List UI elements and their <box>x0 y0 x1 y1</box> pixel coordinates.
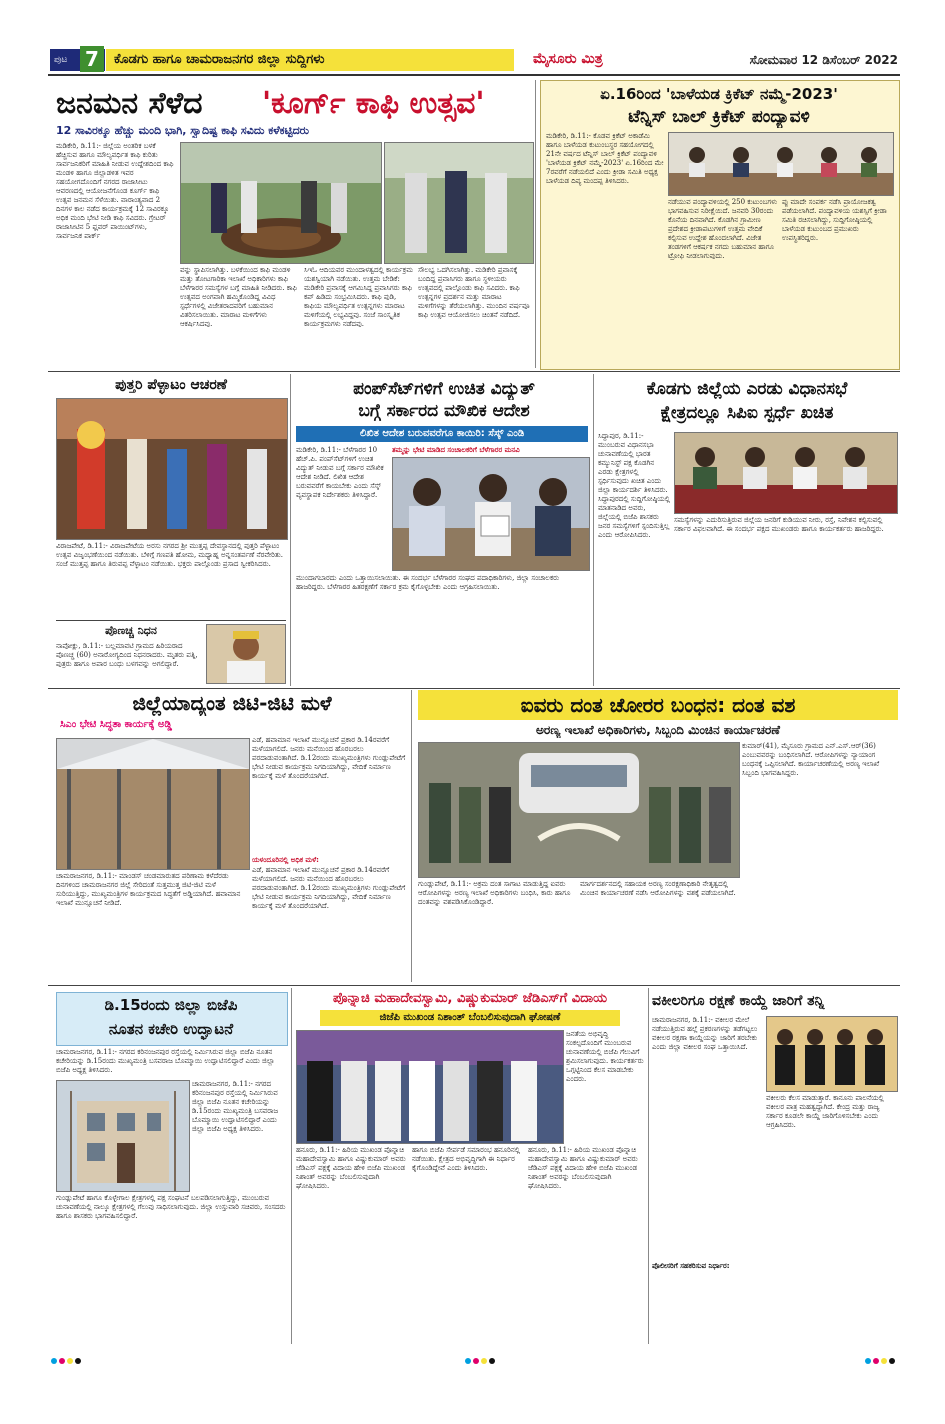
coffee-guests-graphic <box>385 143 533 263</box>
bjp-body: ಚಾಮರಾಜನಗರ, ಡಿ.11:- ನಗರದ ಕರಿನಂಜನಪುರ ರಸ್ತೆಯಲ್ಲಿ ನಿರ್ಮಿಸಿರುವ ಜಿಲ್ಲಾ ಬಿಜೆಪಿ ನೂತನ ಕಚೇರಿಯನ್ನು ಡಿ.15ರಂದು ಮುಖ್ಯಮಂತ್ರಿ ಬಸವರಾಜ ಬೊಮ್ಮಾಯಿ ಉದ್ಘಾಟಿಸಲಿದ್ದಾರೆ ಎಂದು ಜಿಲ್ಲಾ ಬಿಜೆಪಿ ಅಧ್ಯಕ್ಷ ತಿಳಿಸಿದರು. <box>56 1048 275 1074</box>
cpi-photo <box>674 432 898 514</box>
coffee-guests-photo <box>384 142 534 264</box>
pumpset-photo-graphic <box>393 458 589 570</box>
obituary-rule <box>56 620 286 621</box>
pumpset-photo <box>392 457 590 571</box>
vertical-divider <box>535 80 536 368</box>
coffee-festival-photo <box>180 142 382 264</box>
paper-name: ಮೈಸೂರು ಮಿತ್ರ <box>533 51 603 67</box>
tusk-heading: ಐವರು ದಂತ ಚೋರರ ಬಂಧನ: ದಂತ ವಶ <box>418 690 898 720</box>
pumpset-body-col2: ಮುಂದಾಗಬಾರದು ಎಂದು ಒತ್ತಾಯಿಸಲಾಯಿತು. ಈ ಸಂದರ್ಭ ಬೆಳೆಗಾರರ ಸಂಘದ ಪದಾಧಿಕಾರಿಗಳು, ಜಿಲ್ಲಾ ಸಂಚಾಲಕರು ಹಾಜರಿದ್ದರು. ಬೆಳೆಗಾರರ ಹಿತರಕ್ಷಣೆಗೆ ಸರ್ಕಾರ ಕ್ರಮ ಕೈಗೊಳ್ಳಬೇಕು ಎಂದು ಆಗ್ರಹಿಸಲಾಯಿತು. <box>296 574 560 591</box>
page-number: 7 <box>80 46 104 72</box>
jds-body-col1: ಹನೂರು, ಡಿ.11:- ಹಿರಿಯ ಮುಖಂಡ ಪೊನ್ನಾಚಿ ಮಹಾದೇವಸ್ವಾಮಿ ಹಾಗೂ ವಿಷ್ಣುಕುಮಾರ್ ಅವರು ಜೆಡಿಎಸ್ ಪಕ್ಷಕ್ಕೆ ವಿದಾಯ ಹೇಳಿ ಬಿಜೆಪಿ ಮುಖಂಡ ನಿಶಾಂತ್ ಅವರನ್ನು ಬೆಂಬಲಿಸುವುದಾಗಿ ಘೋಷಿಸಿದರು. <box>296 1146 406 1190</box>
coffee-body-col1: ಮಡಿಕೇರಿ, ಡಿ.11:- ಜಿಲ್ಲೆಯ ಅಂತರಿಕ ಬಳಕೆ ಹೆಚ್ಚಿಸುವ ಹಾಗೂ ಮೌಲ್ಯವರ್ಧಿತ ಕಾಫಿ ಕುರಿತು ಸಾರ್ವಜನಿಕರಿಗೆ ಮಾಹಿತಿ ನೀಡುವ ಉದ್ದೇಶದಿಂದ ಕಾಫಿ ಮಂಡಳಿ ಹಾಗೂ ಜಿಲ್ಲಾಡಳಿತ ಇವರ ಸಹಯೋಗದೊಂದಿಗೆ ನಗರದ ರಾಜಾಸೀಟು ಆವರಣದಲ್ಲಿ ಆಯೋಜನೆಗೊಂಡ ಕೂರ್ಗ್ ಕಾಫಿ ಉತ್ಸವ ಜನಮನ ಸೆಳೆಯಿತು. ವಾರಾಂತ್ಯವಾದ 2 ದಿನಗಳ ಕಾಲ ನಡೆದ ಕಾರ್ಯಕ್ರಮಕ್ಕೆ 12 ಸಾವಿರಕ್ಕೂ ಅಧಿಕ ಮಂದಿ ಭೇಟಿ ನೀಡಿ ಕಾಫಿ ಸವಿದರು. ಗ್ರೇಟರ್ ರಾಜಾಸೀಟಿನ 5 ಫ್ಲವರ್ ಪಾಯಿಂಟ್‌ಗಳು, ಸಾರ್ವಜನಿಕ ಪಾರ್ಕ್‌ <box>56 142 174 240</box>
rain-inline-head: ಯಳಂದೂರಿನಲ್ಲಿ ಅಧಿಕ ಮಳೆ: <box>252 856 319 864</box>
pumpset-headline-2: ಬಗ್ಗೆ ಸರ್ಕಾರದ ಮೌಖಿಕ ಆದೇಶ <box>358 401 530 421</box>
tusk-body-col2: ಮಾರ್ಗದರ್ಶನದಲ್ಲಿ ಸಹಾಯಕ ಅರಣ್ಯ ಸಂರಕ್ಷಣಾಧಿಕಾರಿ ನೇತೃತ್ವದಲ್ಲಿ ಮಿಂಚಿನ ಕಾರ್ಯಾಚರಣೆ ನಡೆಸಿ ಆರೋಪಿಗಳನ್ನು ವಶಕ್ಕೆ ಪಡೆಯಲಾಗಿದೆ. <box>580 880 736 897</box>
lawyers-heading: ವಕೀಲರಿಗೂ ರಕ್ಷಣೆ ಕಾಯ್ದೆ ಜಾರಿಗೆ ತನ್ನಿ <box>652 993 825 1009</box>
bjp-heading-1: ಡಿ.15ರಂದು ಜಿಲ್ಲಾ ಬಿಜೆಪಿ <box>104 996 238 1014</box>
rain-body-col3: ಎಡೆ, ಹವಾಮಾನ ಇಲಾಖೆ ಮುನ್ಸೂಚನೆ ಪ್ರಕಾರ ಡಿ.14ರವರೆಗೆ ಮಳೆಯಾಗಲಿದೆ. ಜನರು ಮನೆಯಿಂದ ಹೊರಬರಲು ಪರದಾಡುವಂತಾಗಿದೆ. ಡಿ.12ರಂದು ಮುಖ್ಯಮಂತ್ರಿಗಳು ಗುಂಡ್ಲುಪೇಟೆಗೆ ಭೇಟಿ ನೀಡುವ ಕಾರ್ಯಕ್ರಮ ನಿಗದಿಯಾಗಿದ್ದು, ವೇದಿಕೆ ನಿರ್ಮಾಣ ಕಾರ್ಯಕ್ಕೆ ಮಳೆ ತೊಂದರೆಯಾಗಿದೆ. <box>252 866 406 910</box>
section-divider-3 <box>48 985 900 986</box>
coffee-body-col4: ಸೌಲಭ್ಯ ಒದಗಿಸಲಾಗಿತ್ತು. ಮಡಿಕೇರಿ ಪ್ರವಾಸಕ್ಕೆ ಬಂದಿದ್ದ ಪ್ರವಾಸಿಗರು ಹಾಗೂ ಸ್ಥಳೀಯರು ಉತ್ಸವದಲ್ಲಿ ಪಾಲ್ಗೊಂಡು ಕಾಫಿ ಸವಿದರು. ಕಾಫಿ ಉತ್ಪನ್ನಗಳ ಪ್ರದರ್ಶನ ಮತ್ತು ಮಾರಾಟ ಮಳಿಗೆಗಳನ್ನು ತೆರೆಯಲಾಗಿತ್ತು. ಮುಂದಿನ ವರ್ಷವೂ ಕಾಫಿ ಉತ್ಸವ ಆಯೋಜಿಸಲು ಚಿಂತನೆ ನಡೆದಿದೆ. <box>418 266 530 319</box>
cricket-body-col2: ನಡೆಯುವ ಪಂದ್ಯಾವಳಿಯಲ್ಲಿ 250 ಕುಟುಂಬಗಳು ಭಾಗವಹಿಸುವ ನಿರೀಕ್ಷೆಯಿದೆ. ಜನವರಿ 30ರಂದು ಕೊನೆಯ ದಿನವಾಗಿದೆ. ಕೊಡಗಿನ ಗ್ರಾಮೀಣ ಪ್ರದೇಶದ ಕ್ರೀಡಾಪಟುಗಳಿಗೆ ಉತ್ತಮ ವೇದಿಕೆ ಕಲ್ಪಿಸುವ ಉದ್ದೇಶ ಹೊಂದಲಾಗಿದೆ. ವಿಜೇತ ತಂಡಗಳಿಗೆ ಆಕರ್ಷಕ ನಗದು ಬಹುಮಾನ ಹಾಗೂ ಟ್ರೋಫಿ ನೀಡಲಾಗುವುದು. <box>668 198 778 260</box>
page-label: ಪುಟ <box>54 55 68 65</box>
lawyers-photo <box>766 1016 898 1092</box>
jds-photo <box>296 1030 564 1144</box>
puttari-heading: ಪುತ್ತರಿ ಪೆಳ್ಳಾಟಂ ಆಚರಣೆ <box>115 377 227 393</box>
coffee-subhead: 12 ಸಾವಿರಕ್ಕೂ ಹೆಚ್ಚು ಮಂದಿ ಭಾಗಿ, ಸ್ವಾದಿಷ್ಟ ಕಾಫಿ ಸವಿದು ಕಳೆಕಟ್ಟಿದರು <box>56 124 309 137</box>
coffee-headline-red: 'ಕೂರ್ಗ್ ಕಾಫಿ ಉತ್ಸವ' <box>262 86 485 121</box>
cpi-photo-graphic <box>675 433 897 513</box>
bjp-building-graphic <box>57 1081 189 1191</box>
jds-photo-graphic <box>297 1031 563 1143</box>
jds-heading: ಪೊನ್ನಾಚಿ ಮಹಾದೇವಸ್ವಾಮಿ, ವಿಷ್ಣುಕುಮಾರ್ ಜೆಡಿಎಸ್‌ಗೆ ವಿದಾಯ <box>332 991 608 1006</box>
lawyers-inline-head: ಪೊಲೀಸರಿಗೆ ಸಹಕರಿಸುವ ನಿರ್ಧಾರ: <box>652 1262 730 1270</box>
section-divider-1 <box>48 371 900 372</box>
cricket-photo-graphic <box>669 133 893 195</box>
obituary-body: ನಾಪೋಕ್ಲು, ಡಿ.11:- ಬಲ್ಲಮಾವಟಿ ಗ್ರಾಮದ ಹಿರಿಯರಾದ ಪೊಣಚ್ಚ (60) ಅನಾರೋಗ್ಯದಿಂದ ನಿಧನರಾದರು. ಮೃತರು ಪತ್ನಿ, ಪುತ್ರರು ಹಾಗೂ ಅಪಾರ ಬಂಧು ಬಳಗವನ್ನು ಅಗಲಿದ್ದಾರೆ. <box>56 642 198 668</box>
cricket-headline-1: ಏ.16ರಿಂದ 'ಬಾಳೆಯಡ ಕ್ರಿಕೆಟ್ ನಮ್ಮೆ-2023' <box>600 85 838 103</box>
tusk-subhead: ಅರಣ್ಯ ಇಲಾಖೆ ಅಧಿಕಾರಿಗಳು, ಸಿಬ್ಬಂದಿ ಮಿಂಚಿನ ಕಾರ್ಯಾಚರಣೆ <box>535 723 781 737</box>
section-title: ಕೊಡಗು ಹಾಗೂ ಚಾಮರಾಜನಗರ ಜಿಲ್ಲಾ ಸುದ್ದಿಗಳು <box>114 52 325 67</box>
vertical-divider-3 <box>593 374 594 686</box>
vertical-divider-6 <box>648 988 649 1344</box>
header-rule <box>48 74 900 76</box>
coffee-photo-graphic <box>181 143 381 263</box>
jds-body-col3: ಜನತೆಯ ಅಭಿವೃದ್ಧಿ ಸಂಕಲ್ಪದೊಂದಿಗೆ ಮುಂಬರುವ ಚುನಾವಣೆಯಲ್ಲಿ ಬಿಜೆಪಿ ಗೆಲುವಿಗೆ ಶ್ರಮಿಸಲಾಗುವುದು. ಕಾರ್ಯಕರ್ತರು ಒಗ್ಗಟ್ಟಿನಿಂದ ಕೆಲಸ ಮಾಡಬೇಕು ಎಂದರು. <box>566 1030 644 1083</box>
lawyers-body-col2: ವಕೀಲರು ಕೆಲಸ ಮಾಡುತ್ತಾರೆ. ಕಾನೂನು ಪಾಲನೆಯಲ್ಲಿ ವಕೀಲರ ಪಾತ್ರ ಮಹತ್ವದ್ದಾಗಿದೆ. ಕೇಂದ್ರ ಮತ್ತು ರಾಜ್ಯ ಸರ್ಕಾರ ಕೂಡಲೇ ಕಾಯ್ದೆ ಜಾರಿಗೊಳಿಸಬೇಕು ಎಂದು ಆಗ್ರಹಿಸಿದರು. <box>766 1094 884 1129</box>
bjp-heading-2: ನೂತನ ಕಚೇರಿ ಉದ್ಘಾಟನೆ <box>108 1020 234 1038</box>
rain-subhead: ಸಿಎಂ ಭೇಟಿ ಸಿದ್ಧತಾ ಕಾರ್ಯಕ್ಕೆ ಅಡ್ಡಿ <box>60 719 172 730</box>
registration-dots <box>48 1357 900 1365</box>
rain-photo-graphic <box>57 739 249 869</box>
pumpset-photo-caption: ತಮ್ಮನ್ನು ಭೇಟಿ ಮಾಡಿದ ಸಂಚಾಲಕರಿಗೆ ಬೆಳೆಗಾರರ ಮನವಿ <box>392 446 520 454</box>
pumpset-subhead: ಲಿಖಿತ ಆದೇಶ ಬರುವವರೆಗೂ ಕಾಯಿರಿ: ಸೆಸ್ಕ್ ಎಂಡಿ <box>296 426 588 442</box>
jds-subhead: ಜಿಜೆಪಿ ಮುಖಂಡ ನಿಶಾಂತ್ ಬೆಂಬಲಿಸುವುದಾಗಿ ಘೋಷಣೆ <box>320 1010 620 1026</box>
tusk-body-col3: ಕುಮಾರ್(41), ಮೈಸೂರು ಗ್ರಾಮದ ಎನ್.ಎಸ್.ಆರ್(36) ಎಂಬುವವರನ್ನು ಬಂಧಿಸಲಾಗಿದೆ. ಆರೋಪಿಗಳನ್ನು ನ್ಯಾಯಾಂಗ ಬಂಧನಕ್ಕೆ ಒಪ್ಪಿಸಲಾಗಿದೆ. ಕಾರ್ಯಾಚರಣೆಯಲ್ಲಿ ಅರಣ್ಯ ಇಲಾಖೆ ಸಿಬ್ಬಂದಿ ಭಾಗವಹಿಸಿದ್ದರು. <box>742 742 880 777</box>
lawyers-photo-graphic <box>767 1017 897 1091</box>
cpi-body-col2: ಸಮಸ್ಯೆಗಳನ್ನು ಎದುರಿಸುತ್ತಿರುವ ಜಿಲ್ಲೆಯ ಜನರಿಗೆ ಕುಡಿಯುವ ನೀರು, ರಸ್ತೆ, ನಿವೇಶನ ಕಲ್ಪಿಸುವಲ್ಲಿ ಸರ್ಕಾರ ವಿಫಲವಾಗಿದೆ. ಈ ಸಂದರ್ಭ ಪಕ್ಷದ ಮುಖಂಡರು ಹಾಗೂ ಕಾರ್ಯಕರ್ತರು ಹಾಜರಿದ್ದರು. <box>674 516 884 533</box>
cricket-press-photo <box>668 132 894 196</box>
coffee-headline-black: ಜನಮನ ಸೆಳೆದ <box>56 86 203 121</box>
obituary-photo <box>206 624 286 684</box>
bjp-body-2: ಗುಂಡ್ಲುಪೇಟೆ ಹಾಗೂ ಕೊಳ್ಳೇಗಾಲ ಕ್ಷೇತ್ರಗಳಲ್ಲಿ ಪಕ್ಷ ಸಂಘಟನೆ ಬಲಪಡಿಸಲಾಗುತ್ತಿದ್ದು, ಮುಂಬರುವ ಚುನಾವಣೆಯಲ್ಲಿ ನಾಲ್ಕೂ ಕ್ಷೇತ್ರಗಳಲ್ಲಿ ಗೆಲುವು ಸಾಧಿಸಲಾಗುವುದು. ಜಿಲ್ಲಾ ಉಸ್ತುವಾರಿ ಸಚಿವರು, ಸಂಸದರು ಹಾಗೂ ಶಾಸಕರು ಭಾಗವಹಿಸಲಿದ್ದಾರೆ. <box>56 1194 286 1220</box>
puttari-body: ವಿರಾಜಪೇಟೆ, ಡಿ.11:- ವಿರಾಜಪೇಟೆಯ ಅರಸು ನಗರದ ಶ್ರೀ ಮುತ್ತಪ್ಪ ದೇವಸ್ಥಾನದಲ್ಲಿ ಪುತ್ತರಿ ಪೆಳ್ಳಾಟಂ ಉತ್ಸವ ವಿಜೃಂಭಣೆಯಿಂದ ನಡೆಯಿತು. ಬೆಳಿಗ್ಗೆ ಗಣಪತಿ ಹೋಮ, ಮಧ್ಯಾಹ್ನ ಅನ್ನಸಂತರ್ಪಣೆ ನೆರವೇರಿತು. ಸಂಜೆ ಮುತ್ತಪ್ಪ ಹಾಗೂ ತಿರುವಪ್ಪ ವೆಳ್ಳಾಟಂ ನಡೆಯಿತು. ಭಕ್ತರು ಪಾಲ್ಗೊಂಡು ಪ್ರಸಾದ ಸ್ವೀಕರಿಸಿದರು. <box>56 542 283 568</box>
rain-body-col2: ಎಡೆ, ಹವಾಮಾನ ಇಲಾಖೆ ಮುನ್ಸೂಚನೆ ಪ್ರಕಾರ ಡಿ.14ರವರೆಗೆ ಮಳೆಯಾಗಲಿದೆ. ಜನರು ಮನೆಯಿಂದ ಹೊರಬರಲು ಪರದಾಡುವಂತಾಗಿದೆ. ಡಿ.12ರಂದು ಮುಖ್ಯಮಂತ್ರಿಗಳು ಗುಂಡ್ಲುಪೇಟೆಗೆ ಭೇಟಿ ನೀಡುವ ಕಾರ್ಯಕ್ರಮ ನಿಗದಿಯಾಗಿದ್ದು, ವೇದಿಕೆ ನಿರ್ಮಾಣ ಕಾರ್ಯಕ್ಕೆ ಮಳೆ ತೊಂದರೆಯಾಗಿದೆ. <box>252 736 406 780</box>
cpi-headline-1: ಕೊಡಗು ಜಿಲ್ಲೆಯ ಎರಡು ವಿಧಾನಸಭೆ <box>646 379 848 399</box>
bjp-body-side: ಚಾಮರಾಜನಗರ, ಡಿ.11:- ನಗರದ ಕರಿನಂಜನಪುರ ರಸ್ತೆಯಲ್ಲಿ ನಿರ್ಮಿಸಿರುವ ಜಿಲ್ಲಾ ಬಿಜೆಪಿ ನೂತನ ಕಚೇರಿಯನ್ನು ಡಿ.15ರಂದು ಮುಖ್ಯಮಂತ್ರಿ ಬಸವರಾಜ ಬೊಮ್ಮಾಯಿ ಉದ್ಘಾಟಿಸಲಿದ್ದಾರೆ ಎಂದು ಜಿಲ್ಲಾ ಬಿಜೆಪಿ ಅಧ್ಯಕ್ಷ ತಿಳಿಸಿದರು. <box>192 1080 279 1133</box>
puttari-photo <box>56 398 288 540</box>
vertical-divider-5 <box>291 988 292 1344</box>
pumpset-body-col1: ಮಡಿಕೇರಿ, ಡಿ.11:- ಬೆಳೆಗಾರರ 10 ಹೆಚ್.ಪಿ. ಪಂಪ್‌ಸೆಟ್‌ಗಳಿಗೆ ಉಚಿತ ವಿದ್ಯುತ್ ನೀಡುವ ಬಗ್ಗೆ ಸರ್ಕಾರ ಮೌಖಿಕ ಆದೇಶ ನೀಡಿದೆ. ಲಿಖಿತ ಆದೇಶ ಬರುವವರೆಗೆ ಕಾಯಬೇಕು ಎಂದು ಸೆಸ್ಕ್ ವ್ಯವಸ್ಥಾಪಕ ನಿರ್ದೇಶಕರು ತಿಳಿಸಿದ್ದಾರೆ. <box>296 446 384 499</box>
jds-body-col2: ಹಾಗೂ ಬಿಜೆಪಿ ಸೇರ್ಪಡೆ ಸಮಾರಂಭ ಹನೂರಿನಲ್ಲಿ ನಡೆಯಿತು. ಕ್ಷೇತ್ರದ ಅಭಿವೃದ್ಧಿಗಾಗಿ ಈ ನಿರ್ಧಾರ ಕೈಗೊಂಡಿದ್ದೇವೆ ಎಂದು ತಿಳಿಸಿದರು. <box>412 1146 521 1172</box>
tusk-photo-graphic <box>419 743 739 877</box>
obituary-portrait <box>207 625 285 683</box>
puttari-photo-graphic <box>57 399 287 539</box>
rain-photo <box>56 738 250 870</box>
cpi-body-col1: ಸಿದ್ದಾಪುರ, ಡಿ.11:- ಮುಂಬರುವ ವಿಧಾನಸಭಾ ಚುನಾವಣೆಯಲ್ಲಿ ಭಾರತ ಕಮ್ಯುನಿಸ್ಟ್ ಪಕ್ಷ ಕೊಡಗಿನ ಎರಡು ಕ್ಷೇತ್ರಗಳಲ್ಲಿ ಸ್ಪರ್ಧಿಸುವುದು ಖಚಿತ ಎಂದು ಜಿಲ್ಲಾ ಕಾರ್ಯದರ್ಶಿ ತಿಳಿಸಿದರು. ಸಿದ್ದಾಪುರದಲ್ಲಿ ಸುದ್ದಿಗೋಷ್ಠಿಯಲ್ಲಿ ಮಾತನಾಡಿದ ಅವರು, ಜಿಲ್ಲೆಯಲ್ಲಿ ಬಿಜೆಪಿ ಶಾಸಕರು ಜನರ ಸಮಸ್ಯೆಗಳಿಗೆ ಸ್ಪಂದಿಸುತ್ತಿಲ್ಲ ಎಂದು ಆರೋಪಿಸಿದರು. <box>598 432 670 539</box>
jds-body-col4: ಹನೂರು, ಡಿ.11:- ಹಿರಿಯ ಮುಖಂಡ ಪೊನ್ನಾಚಿ ಮಹಾದೇವಸ್ವಾಮಿ ಹಾಗೂ ವಿಷ್ಣುಕುಮಾರ್ ಅವರು ಜೆಡಿಎಸ್ ಪಕ್ಷಕ್ಕೆ ವಿದಾಯ ಹೇಳಿ ಬಿಜೆಪಿ ಮುಖಂಡ ನಿಶಾಂತ್ ಅವರನ್ನು ಬೆಂಬಲಿಸುವುದಾಗಿ ಘೋಷಿಸಿದರು. <box>528 1146 638 1190</box>
cricket-body-col1: ಮಡಿಕೇರಿ, ಡಿ.11:- ಕೊಡವ ಕ್ರಿಕೆಟ್ ಅಕಾಡೆಮಿ ಹಾಗೂ ಬಾಳೆಯಡ ಕುಟುಂಬಸ್ಥರ ಸಹಯೋಗದಲ್ಲಿ 21ನೇ ವರ್ಷದ ಟೆನ್ನಿಸ್ ಬಾಲ್ ಕ್ರಿಕೆಟ್ ಪಂದ್ಯಾವಳಿ 'ಬಾಳೆಯಡ ಕ್ರಿಕೆಟ್ ನಮ್ಮೆ-2023' ಏ.16ರಿಂದ ಮೇ 7ರವರೆಗೆ ನಡೆಯಲಿದೆ ಎಂದು ಕ್ರೀಡಾ ಸಮಿತಿ ಅಧ್ಯಕ್ಷ ಬಾಳೆಯಡ ದಿವ್ಯ ಮಂದಪ್ಪ ತಿಳಿಸಿದರು. <box>546 132 664 185</box>
issue-date: ಸೋಮವಾರ 12 ಡಿಸೆಂಬರ್ 2022 <box>749 53 898 67</box>
vertical-divider-4 <box>411 690 412 982</box>
pumpset-headline-1: ಪಂಪ್‌ಸೆಟ್‌ಗಳಿಗೆ ಉಚಿತ ವಿದ್ಯುತ್ <box>353 379 535 399</box>
cpi-headline-2: ಕ್ಷೇತ್ರದಲ್ಲೂ ಸಿಪಿಐ ಸ್ಪರ್ಧೆ ಖಚಿತ <box>660 403 834 423</box>
cricket-body-col3: ಪ್ಪು ಮಾದೇ ಸಂಪರ್ಕ ನಡೆಸಿ ಪ್ರಾಯೋಜಕತ್ವ ಪಡೆಯಲಾಗಿದೆ. ಪಂದ್ಯಾವಳಿಯ ಯಶಸ್ಸಿಗೆ ಕ್ರೀಡಾ ಸಮಿತಿ ರಚಿಸಲಾಗಿದ್ದು, ಸುದ್ದಿಗೋಷ್ಠಿಯಲ್ಲಿ ಬಾಳೆಯಡ ಕುಟುಂಬದ ಪ್ರಮುಖರು ಉಪಸ್ಥಿತರಿದ್ದರು. <box>782 198 887 242</box>
vertical-divider-2 <box>290 374 291 686</box>
bjp-building-photo <box>56 1080 190 1192</box>
rain-body-col1: ಚಾಮರಾಜನಗರ, ಡಿ.11:- ಮಾಂಡಸ್ ಚಂಡಮಾರುತದ ಪರಿಣಾಮ ಕಳೆದೆರಡು ದಿನಗಳಿಂದ ಚಾಮರಾಜನಗರ ಜಿಲ್ಲೆ ಸೇರಿದಂತೆ ಸುತ್ತಮುತ್ತ ಜಿಟಿ-ಜಿಟಿ ಮಳೆ ಸುರಿಯುತ್ತಿದ್ದು, ಮುಖ್ಯಮಂತ್ರಿಗಳ ಕಾರ್ಯಕ್ರಮದ ಸಿದ್ಧತೆಗೆ ಅಡ್ಡಿಯಾಗಿದೆ. ಹವಾಮಾನ ಇಲಾಖೆ ಮುನ್ಸೂಚನೆ ನೀಡಿದೆ. <box>56 872 241 907</box>
tusk-body-col1: ಗುಂಡ್ಲುಪೇಟೆ, ಡಿ.11:- ಅಕ್ರಮ ದಂತ ಸಾಗಾಟ ಮಾಡುತ್ತಿದ್ದ ಐವರು ಆರೋಪಿಗಳನ್ನು ಅರಣ್ಯ ಇಲಾಖೆ ಅಧಿಕಾರಿಗಳು ಬಂಧಿಸಿ, ಕಾರು ಹಾಗೂ ದಂತವನ್ನು ವಶಪಡಿಸಿಕೊಂಡಿದ್ದಾರೆ. <box>418 880 571 906</box>
cricket-headline-2: ಟೆನ್ನಿಸ್ ಬಾಲ್ ಕ್ರಿಕೆಟ್ ಪಂದ್ಯಾವಳಿ <box>628 107 810 127</box>
lawyers-body-col1: ಚಾಮರಾಜನಗರ, ಡಿ.11:- ವಕೀಲರ ಮೇಲೆ ನಡೆಯುತ್ತಿರುವ ಹಲ್ಲೆ ಪ್ರಕರಣಗಳನ್ನು ತಡೆಗಟ್ಟಲು ವಕೀಲರ ರಕ್ಷಣಾ ಕಾಯ್ದೆಯನ್ನು ಜಾರಿಗೆ ತರಬೇಕು ಎಂದು ಜಿಲ್ಲಾ ವಕೀಲರ ಸಂಘ ಒತ್ತಾಯಿಸಿದೆ. <box>652 1016 758 1051</box>
footer-color-bar <box>48 1350 900 1358</box>
coffee-body-col3: ಸಿಇಓ ಆದಿಯವರ ಮುಂದಾಳತ್ವದಲ್ಲಿ ಕಾರ್ಯಕ್ರಮ ಯಶಸ್ವಿಯಾಗಿ ನಡೆಯಿತು. ಉತ್ತಮ ಬೇಡಿಕೆ: ಮಡಿಕೇರಿ ಪ್ರವಾಸಕ್ಕೆ ಆಗಮಿಸಿದ್ದ ಪ್ರವಾಸಿಗರು ಕಾಫಿ ಕಪ್ ಹಿಡಿದು ಸಂಭ್ರಮಿಸಿದರು. ಕಾಫಿ ಪುಡಿ, ಕಾಫಿಯ ಮೌಲ್ಯವರ್ಧಿತ ಉತ್ಪನ್ನಗಳು ಮಾರಾಟ ಮಳಿಗೆಯಲ್ಲಿ ಲಭ್ಯವಿದ್ದವು. ಸಂಜೆ ಸಾಂಸ್ಕೃತಿಕ ಕಾರ್ಯಕ್ರಮಗಳು ನಡೆದವು. <box>304 266 413 328</box>
rain-heading: ಜಿಲ್ಲೆಯಾದ್ಯಂತ ಜಿಟಿ-ಜಿಟಿ ಮಳೆ <box>132 691 332 715</box>
coffee-body-col2: ವನ್ನು ಸ್ಥಾಪಿಸಲಾಗಿತ್ತು. ಬಳಕೆಯಿಂದ ಕಾಫಿ ಮಂಡಳಿ ಮತ್ತು ತೋಟಗಾರಿಕಾ ಇಲಾಖೆ ಅಧಿಕಾರಿಗಳು ಕಾಫಿ ಬೆಳೆಗಾರರ ಸಮಸ್ಯೆಗಳ ಬಗ್ಗೆ ಮಾಹಿತಿ ನೀಡಿದರು. ಕಾಫಿ ಉತ್ಸವದ ಅಂಗವಾಗಿ ಹಮ್ಮಿಕೊಂಡಿದ್ದ ವಿವಿಧ ಸ್ಪರ್ಧೆಗಳಲ್ಲಿ ವಿಜೇತರಾದವರಿಗೆ ಬಹುಮಾನ ವಿತರಿಸಲಾಯಿತು. ಮಾರಾಟ ಮಳಿಗೆಗಳು ಆಕರ್ಷಿಸಿದವು. <box>180 266 297 328</box>
obituary-heading: ಪೊಣಚ್ಚ ನಿಧನ <box>105 624 157 637</box>
section-divider-2 <box>48 688 900 689</box>
tusk-photo <box>418 742 740 878</box>
